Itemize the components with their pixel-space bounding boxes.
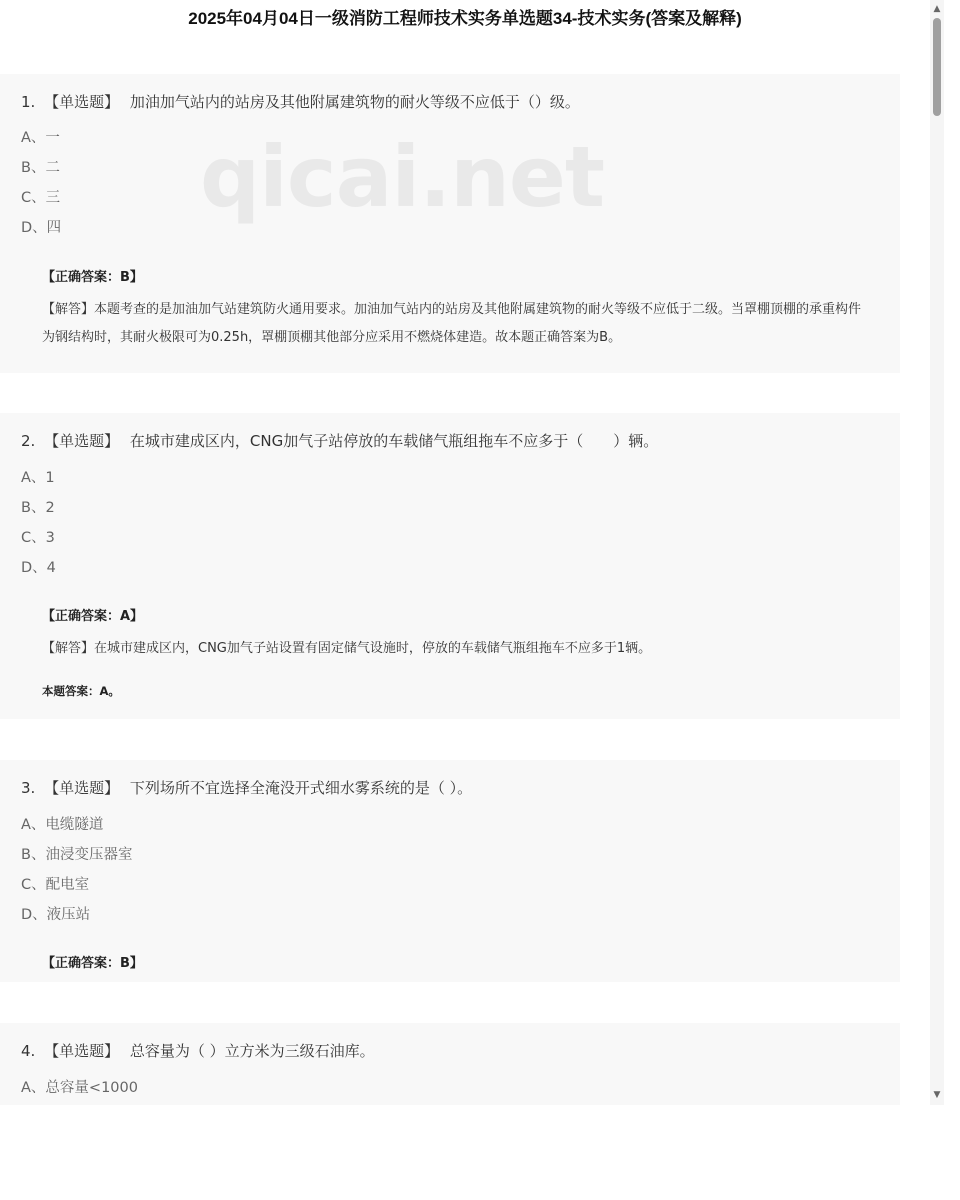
question-number: 1. bbox=[21, 93, 36, 111]
question-card-4 bbox=[0, 1023, 900, 1105]
vertical-scrollbar[interactable] bbox=[930, 0, 944, 1105]
option-d[interactable]: D、四 bbox=[21, 220, 62, 236]
question-text: 总容量为（ ）立方米为三级石油库。 bbox=[129, 1042, 375, 1060]
question-number: 3. bbox=[21, 779, 36, 797]
option-a[interactable]: A、总容量<1000 bbox=[21, 1080, 138, 1096]
option-d[interactable]: D、4 bbox=[21, 560, 56, 576]
question-type: 【单选题】 bbox=[44, 93, 120, 111]
option-d[interactable]: D、液压站 bbox=[21, 907, 91, 923]
scroll-down-icon[interactable]: ▼ bbox=[933, 1090, 941, 1100]
option-b[interactable]: B、油浸变压器室 bbox=[21, 847, 133, 863]
explanation: 【解答】本题考查的是加油加气站建筑防火通用要求。加油加气站内的站房及其他附属建筑物的耐火等级不应低于二级。当罩棚顶棚的承重构件为钢结构时，其耐火极限可为0.25h，罩棚顶棚其他部分应采用不燃烧体建造。故本题正确答案为B。 bbox=[42, 302, 862, 345]
watermark-logo: qicai.net bbox=[200, 128, 605, 226]
option-c[interactable]: C、配电室 bbox=[21, 877, 90, 893]
option-c[interactable]: C、3 bbox=[21, 530, 55, 546]
correct-answer: 【正确答案：B】 bbox=[42, 270, 143, 285]
question-type: 【单选题】 bbox=[44, 779, 120, 797]
question-text: 在城市建成区内，CNG加气子站停放的车载储气瓶组拖车不应多于（ ）辆。 bbox=[129, 432, 659, 450]
question-text: 下列场所不宜选择全淹没开式细水雾系统的是（ ）。 bbox=[129, 779, 473, 797]
option-a[interactable]: A、一 bbox=[21, 130, 60, 146]
option-c[interactable]: C、三 bbox=[21, 190, 61, 206]
question-number: 2. bbox=[21, 432, 36, 450]
option-a[interactable]: A、电缆隧道 bbox=[21, 817, 104, 833]
question-type: 【单选题】 bbox=[44, 432, 120, 450]
scrollbar-thumb[interactable] bbox=[933, 18, 941, 116]
question-stem bbox=[21, 1040, 375, 1061]
explanation: 【解答】在城市建成区内，CNG加气子站设置有固定储气设施时，停放的车载储气瓶组拖车不应多于1辆。 bbox=[42, 641, 652, 656]
question-stem bbox=[21, 777, 472, 798]
question-card-1 bbox=[0, 74, 900, 373]
page-title: 2025年04月04日一级消防工程师技术实务单选题34-技术实务(答案及解释) bbox=[188, 9, 742, 28]
question-stem bbox=[21, 430, 658, 451]
question-text: 加油加气站内的站房及其他附属建筑物的耐火等级不应低于（）级。 bbox=[129, 93, 580, 111]
option-a[interactable]: A、1 bbox=[21, 470, 55, 486]
question-type: 【单选题】 bbox=[44, 1042, 120, 1060]
question-card-2 bbox=[0, 413, 900, 719]
option-b[interactable]: B、2 bbox=[21, 500, 55, 516]
scroll-up-icon[interactable]: ▲ bbox=[933, 4, 941, 14]
question-card-3 bbox=[0, 760, 900, 982]
final-answer: 本题答案：A。 bbox=[42, 684, 120, 698]
correct-answer: 【正确答案：A】 bbox=[42, 609, 144, 624]
option-b[interactable]: B、二 bbox=[21, 160, 60, 176]
question-stem bbox=[21, 91, 580, 112]
question-number: 4. bbox=[21, 1042, 36, 1060]
correct-answer: 【正确答案：B】 bbox=[42, 956, 143, 971]
